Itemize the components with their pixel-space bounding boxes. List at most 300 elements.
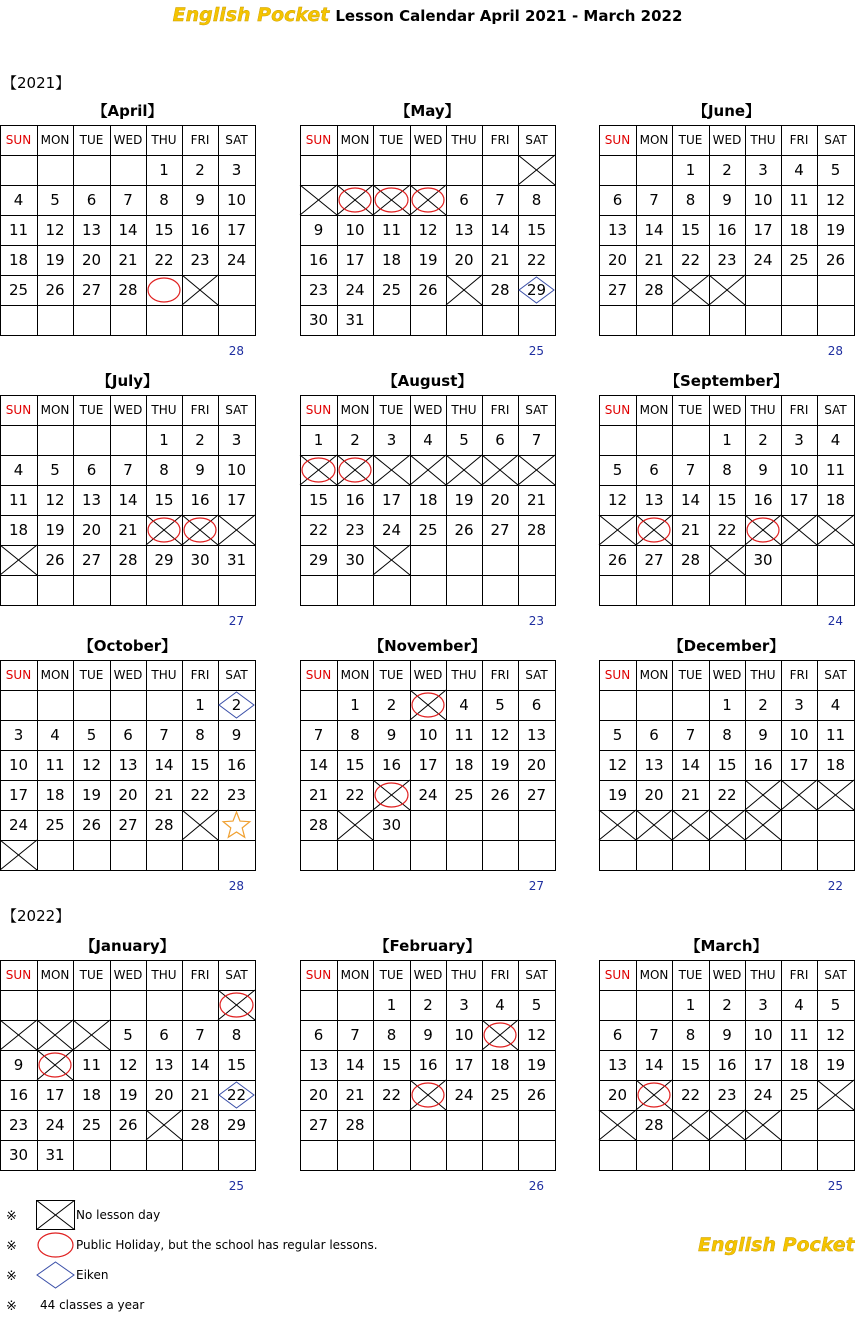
day-cell: 24 — [454, 1086, 474, 1104]
day-cell: 16 — [190, 221, 210, 239]
day-cell — [218, 515, 255, 545]
day-cell — [410, 840, 446, 870]
day-cell — [446, 575, 482, 605]
day-cell: 8 — [350, 726, 360, 744]
day-cell — [745, 575, 781, 605]
day-cell: 9 — [13, 1056, 24, 1074]
weekday-header: TUE — [678, 403, 703, 417]
weekday-header: SUN — [604, 133, 631, 147]
lesson-count: 24 — [827, 614, 843, 628]
month-title: 【June】 — [692, 102, 761, 120]
page-title — [0, 4, 855, 26]
day-cell: 20 — [607, 251, 628, 269]
weekday-header: TUE — [678, 133, 703, 147]
day-cell: 25 — [789, 251, 809, 269]
day-cell: 4 — [13, 191, 24, 209]
grid-line — [0, 1170, 256, 1171]
lesson-count: 26 — [528, 1179, 544, 1193]
day-cell — [218, 305, 255, 335]
day-cell: 7 — [159, 726, 169, 744]
day-cell: 14 — [490, 221, 510, 239]
day-cell: 17 — [226, 491, 247, 509]
day-cell: 25 — [81, 1116, 102, 1134]
day-cell: 7 — [649, 191, 659, 209]
day-cell: 1 — [722, 431, 732, 449]
day-cell — [410, 1110, 446, 1140]
day-cell: 16 — [345, 491, 365, 509]
weekday-header: SAT — [824, 133, 847, 147]
weekday-header: TUE — [79, 403, 104, 417]
day-cell: 15 — [680, 221, 701, 239]
day-cell: 3 — [794, 696, 804, 714]
day-cell — [0, 425, 37, 455]
day-cell: 20 — [526, 756, 547, 774]
day-cell — [482, 575, 518, 605]
day-cell: 24 — [45, 1116, 65, 1134]
day-cell — [0, 840, 37, 870]
weekday-header: WED — [712, 403, 742, 417]
day-cell: 10 — [418, 726, 438, 744]
day-cell: 20 — [81, 251, 102, 269]
day-cell: 17 — [418, 756, 438, 774]
day-cell — [110, 1140, 146, 1170]
day-cell: 17 — [789, 491, 809, 509]
day-cell — [672, 305, 709, 335]
legend-text: Eiken — [76, 1268, 109, 1282]
month-calendar — [599, 631, 855, 871]
day-cell: 20 — [118, 786, 138, 804]
day-cell: 19 — [45, 521, 65, 539]
day-cell: 13 — [81, 221, 102, 239]
day-cell: 17 — [8, 786, 29, 804]
day-cell — [182, 1140, 218, 1170]
day-cell — [182, 515, 218, 545]
day-cell: 4 — [830, 431, 841, 449]
day-cell — [146, 1110, 182, 1140]
day-cell: 26 — [81, 816, 102, 834]
day-cell — [73, 575, 110, 605]
day-cell: 17 — [753, 221, 773, 239]
day-cell: 1 — [313, 431, 324, 449]
day-cell: 10 — [345, 221, 365, 239]
day-cell: 8 — [722, 726, 732, 744]
day-cell — [146, 990, 182, 1020]
weekday-header: FRI — [190, 403, 210, 417]
day-cell: 15 — [381, 1056, 402, 1074]
day-cell: 14 — [680, 756, 701, 774]
weekday-header: FRI — [490, 668, 510, 682]
month-title: 【November】 — [369, 637, 486, 655]
day-cell: 10 — [454, 1026, 474, 1044]
day-cell: 21 — [680, 521, 701, 539]
day-cell — [745, 780, 781, 810]
day-cell: 6 — [123, 726, 133, 744]
day-cell: 20 — [454, 251, 474, 269]
day-cell — [337, 840, 373, 870]
day-cell: 27 — [308, 1116, 329, 1134]
day-cell: 4 — [495, 996, 505, 1014]
weekday-header: THU — [451, 403, 477, 417]
day-cell — [446, 305, 482, 335]
weekday-header: TUE — [79, 668, 104, 682]
eiken-mark-icon — [36, 1260, 76, 1290]
day-cell: 22 — [190, 786, 210, 804]
lesson-count: 25 — [827, 1179, 843, 1193]
day-cell: 18 — [490, 1056, 510, 1074]
weekday-header: SUN — [305, 668, 332, 682]
day-cell: 12 — [490, 726, 510, 744]
lesson-count: 22 — [827, 879, 843, 893]
month-calendar — [599, 96, 855, 336]
weekday-header: THU — [151, 133, 177, 147]
weekday-header: SUN — [5, 403, 32, 417]
day-cell — [482, 1140, 518, 1170]
day-cell — [146, 690, 182, 720]
day-cell: 13 — [81, 491, 102, 509]
day-cell — [817, 810, 854, 840]
month-calendar — [300, 631, 556, 871]
day-cell: 12 — [825, 1026, 846, 1044]
day-cell: 4 — [459, 696, 469, 714]
day-cell: 30 — [381, 816, 402, 834]
day-cell: 11 — [381, 221, 402, 239]
weekday-header: THU — [151, 968, 177, 982]
day-cell — [373, 575, 410, 605]
day-cell: 27 — [81, 551, 102, 569]
weekday-header: SAT — [225, 403, 248, 417]
day-cell: 5 — [612, 461, 623, 479]
month-calendar — [0, 96, 256, 336]
day-cell: 9 — [722, 191, 732, 209]
day-cell — [709, 305, 745, 335]
day-cell: 7 — [685, 461, 696, 479]
day-cell: 20 — [308, 1086, 329, 1104]
month-title: 【October】 — [78, 637, 177, 655]
day-cell: 14 — [644, 1056, 664, 1074]
day-cell: 4 — [13, 461, 24, 479]
weekday-header: THU — [451, 668, 477, 682]
weekday-header: WED — [413, 668, 443, 682]
day-cell: 24 — [381, 521, 402, 539]
day-cell — [373, 455, 410, 485]
day-cell — [518, 455, 555, 485]
day-cell: 20 — [154, 1086, 174, 1104]
weekday-header: MON — [40, 968, 70, 982]
legend-bullet: ※ — [6, 1268, 17, 1283]
day-cell: 11 — [789, 1026, 809, 1044]
day-cell: 19 — [607, 786, 628, 804]
day-cell: 9 — [722, 1026, 732, 1044]
day-cell — [337, 455, 373, 485]
day-cell — [373, 305, 410, 335]
day-cell — [73, 990, 110, 1020]
day-cell — [110, 425, 146, 455]
day-cell: 9 — [231, 726, 242, 744]
no-lesson-mark-icon — [36, 1200, 76, 1230]
weekday-header: SAT — [824, 968, 847, 982]
day-cell: 7 — [313, 726, 324, 744]
day-cell: 7 — [350, 1026, 360, 1044]
day-cell — [337, 155, 373, 185]
lesson-count: 23 — [528, 614, 544, 628]
day-cell: 8 — [531, 191, 542, 209]
day-cell: 12 — [118, 1056, 138, 1074]
day-cell — [482, 545, 518, 575]
day-cell: 15 — [680, 1056, 701, 1074]
day-cell — [73, 690, 110, 720]
day-cell — [709, 545, 745, 575]
day-cell: 18 — [418, 491, 438, 509]
grid-line — [300, 605, 556, 606]
day-cell: 7 — [195, 1026, 205, 1044]
day-cell — [37, 840, 73, 870]
lesson-count: 25 — [528, 344, 544, 358]
day-cell — [37, 425, 73, 455]
day-cell: 29 — [526, 281, 547, 299]
day-cell: 27 — [644, 551, 664, 569]
day-cell — [218, 840, 255, 870]
month-title: 【February】 — [374, 937, 481, 955]
day-cell: 16 — [717, 221, 737, 239]
day-cell — [709, 840, 745, 870]
day-cell: 23 — [8, 1116, 29, 1134]
day-cell: 4 — [794, 161, 804, 179]
grid-line — [599, 605, 855, 606]
day-cell: 14 — [345, 1056, 365, 1074]
weekday-header: MON — [639, 668, 669, 682]
month-calendar — [300, 96, 556, 336]
day-cell: 21 — [118, 521, 138, 539]
weekday-header: MON — [639, 133, 669, 147]
day-cell — [518, 810, 555, 840]
day-cell — [73, 155, 110, 185]
weekday-header: THU — [451, 133, 477, 147]
day-cell: 18 — [825, 756, 846, 774]
month-title: 【May】 — [395, 102, 460, 120]
day-cell: 15 — [190, 756, 210, 774]
weekday-header: WED — [113, 968, 143, 982]
day-cell: 2 — [758, 696, 768, 714]
day-cell: 21 — [490, 251, 510, 269]
day-cell: 18 — [8, 251, 29, 269]
day-cell — [0, 690, 37, 720]
weekday-header: TUE — [379, 133, 404, 147]
grid-line — [599, 1170, 855, 1171]
day-cell: 11 — [789, 191, 809, 209]
day-cell: 13 — [454, 221, 474, 239]
month-calendar — [599, 931, 855, 1171]
day-cell — [73, 425, 110, 455]
day-cell — [300, 990, 337, 1020]
day-cell: 27 — [490, 521, 510, 539]
day-cell: 22 — [680, 251, 701, 269]
day-cell — [482, 455, 518, 485]
day-cell — [300, 840, 337, 870]
weekday-header: SUN — [305, 968, 332, 982]
day-cell: 20 — [81, 521, 102, 539]
day-cell: 2 — [231, 696, 242, 714]
day-cell — [218, 1140, 255, 1170]
day-cell — [709, 810, 745, 840]
day-cell: 26 — [607, 551, 628, 569]
month-title: 【April】 — [92, 102, 163, 120]
weekday-header: THU — [750, 668, 776, 682]
day-cell — [146, 840, 182, 870]
day-cell: 30 — [190, 551, 210, 569]
day-cell: 15 — [308, 491, 329, 509]
day-cell — [410, 455, 446, 485]
weekday-header: SUN — [5, 668, 32, 682]
day-cell: 17 — [226, 221, 247, 239]
day-cell: 27 — [118, 816, 138, 834]
day-cell — [300, 690, 337, 720]
day-cell: 5 — [531, 996, 542, 1014]
lesson-count: 27 — [228, 614, 244, 628]
day-cell — [482, 1020, 518, 1050]
day-cell — [182, 840, 218, 870]
day-cell — [518, 1140, 555, 1170]
day-cell — [599, 155, 636, 185]
day-cell: 5 — [50, 461, 60, 479]
grid-line — [0, 870, 256, 871]
day-cell — [709, 575, 745, 605]
calendar-title: Lesson Calendar April 2021 - March 2022 — [335, 7, 683, 25]
day-cell: 16 — [190, 491, 210, 509]
day-cell: 22 — [680, 1086, 701, 1104]
day-cell: 2 — [350, 431, 360, 449]
weekday-header: SUN — [604, 668, 631, 682]
day-cell — [110, 305, 146, 335]
day-cell — [599, 575, 636, 605]
month-calendar — [599, 366, 855, 606]
day-cell — [446, 1140, 482, 1170]
day-cell: 16 — [717, 1056, 737, 1074]
day-cell: 4 — [830, 696, 841, 714]
day-cell — [0, 305, 37, 335]
day-cell: 9 — [386, 726, 397, 744]
day-cell: 8 — [722, 461, 732, 479]
weekday-header: WED — [413, 133, 443, 147]
day-cell — [73, 840, 110, 870]
day-cell — [817, 275, 854, 305]
day-cell — [410, 1140, 446, 1170]
day-cell: 9 — [758, 726, 768, 744]
day-cell: 15 — [526, 221, 547, 239]
day-cell: 28 — [644, 1116, 664, 1134]
day-cell: 9 — [423, 1026, 433, 1044]
day-cell: 5 — [830, 161, 841, 179]
day-cell: 13 — [644, 491, 664, 509]
day-cell — [300, 185, 337, 215]
legend-bullet: ※ — [6, 1238, 17, 1253]
weekday-header: FRI — [190, 668, 210, 682]
day-cell: 28 — [118, 281, 138, 299]
day-cell — [636, 1140, 672, 1170]
day-cell — [218, 990, 255, 1020]
day-cell: 6 — [612, 191, 623, 209]
day-cell — [446, 1110, 482, 1140]
day-cell: 30 — [345, 551, 365, 569]
day-cell: 7 — [123, 461, 133, 479]
day-cell: 1 — [159, 431, 169, 449]
day-cell: 22 — [226, 1086, 247, 1104]
day-cell: 19 — [45, 251, 65, 269]
day-cell: 20 — [644, 786, 664, 804]
day-cell: 9 — [758, 461, 768, 479]
weekday-header: THU — [750, 133, 776, 147]
day-cell: 1 — [195, 696, 205, 714]
day-cell: 10 — [753, 191, 773, 209]
day-cell: 8 — [685, 1026, 696, 1044]
day-cell: 27 — [81, 281, 102, 299]
day-cell — [817, 1080, 854, 1110]
day-cell: 16 — [8, 1086, 29, 1104]
day-cell: 13 — [526, 726, 547, 744]
weekday-header: FRI — [789, 403, 809, 417]
day-cell — [482, 1110, 518, 1140]
day-cell: 26 — [490, 786, 510, 804]
day-cell — [672, 275, 709, 305]
day-cell: 16 — [381, 756, 402, 774]
weekday-header: FRI — [789, 668, 809, 682]
day-cell: 19 — [454, 491, 474, 509]
day-cell: 2 — [722, 996, 732, 1014]
day-cell — [518, 1110, 555, 1140]
weekday-header: TUE — [79, 133, 104, 147]
day-cell: 9 — [313, 221, 324, 239]
year-label-2022: 【2022】 — [2, 907, 71, 925]
day-cell — [599, 810, 636, 840]
weekday-header: FRI — [789, 133, 809, 147]
day-cell: 31 — [45, 1146, 65, 1164]
day-cell — [599, 1140, 636, 1170]
day-cell: 13 — [154, 1056, 174, 1074]
day-cell: 29 — [308, 551, 329, 569]
day-cell — [745, 1110, 781, 1140]
day-cell: 25 — [490, 1086, 510, 1104]
day-cell — [37, 305, 73, 335]
day-cell — [599, 690, 636, 720]
day-cell: 18 — [789, 221, 809, 239]
day-cell — [146, 305, 182, 335]
grid-line — [300, 870, 556, 871]
day-cell: 6 — [649, 461, 659, 479]
brand-logo: English Pocket — [172, 4, 330, 26]
day-cell: 3 — [386, 431, 397, 449]
day-cell — [337, 990, 373, 1020]
day-cell — [110, 690, 146, 720]
day-cell — [781, 515, 817, 545]
month-calendar — [0, 366, 256, 606]
day-cell: 25 — [381, 281, 402, 299]
day-cell — [300, 575, 337, 605]
weekday-header: TUE — [379, 403, 404, 417]
day-cell: 11 — [8, 491, 29, 509]
day-cell — [37, 1020, 73, 1050]
day-cell — [745, 1140, 781, 1170]
day-cell: 24 — [753, 1086, 773, 1104]
weekday-header: SAT — [525, 133, 548, 147]
day-cell — [672, 575, 709, 605]
day-cell — [446, 455, 482, 485]
day-cell — [110, 990, 146, 1020]
day-cell: 28 — [345, 1116, 365, 1134]
day-cell: 5 — [86, 726, 97, 744]
day-cell — [518, 840, 555, 870]
day-cell: 20 — [490, 491, 510, 509]
day-cell — [373, 1110, 410, 1140]
day-cell: 11 — [81, 1056, 102, 1074]
